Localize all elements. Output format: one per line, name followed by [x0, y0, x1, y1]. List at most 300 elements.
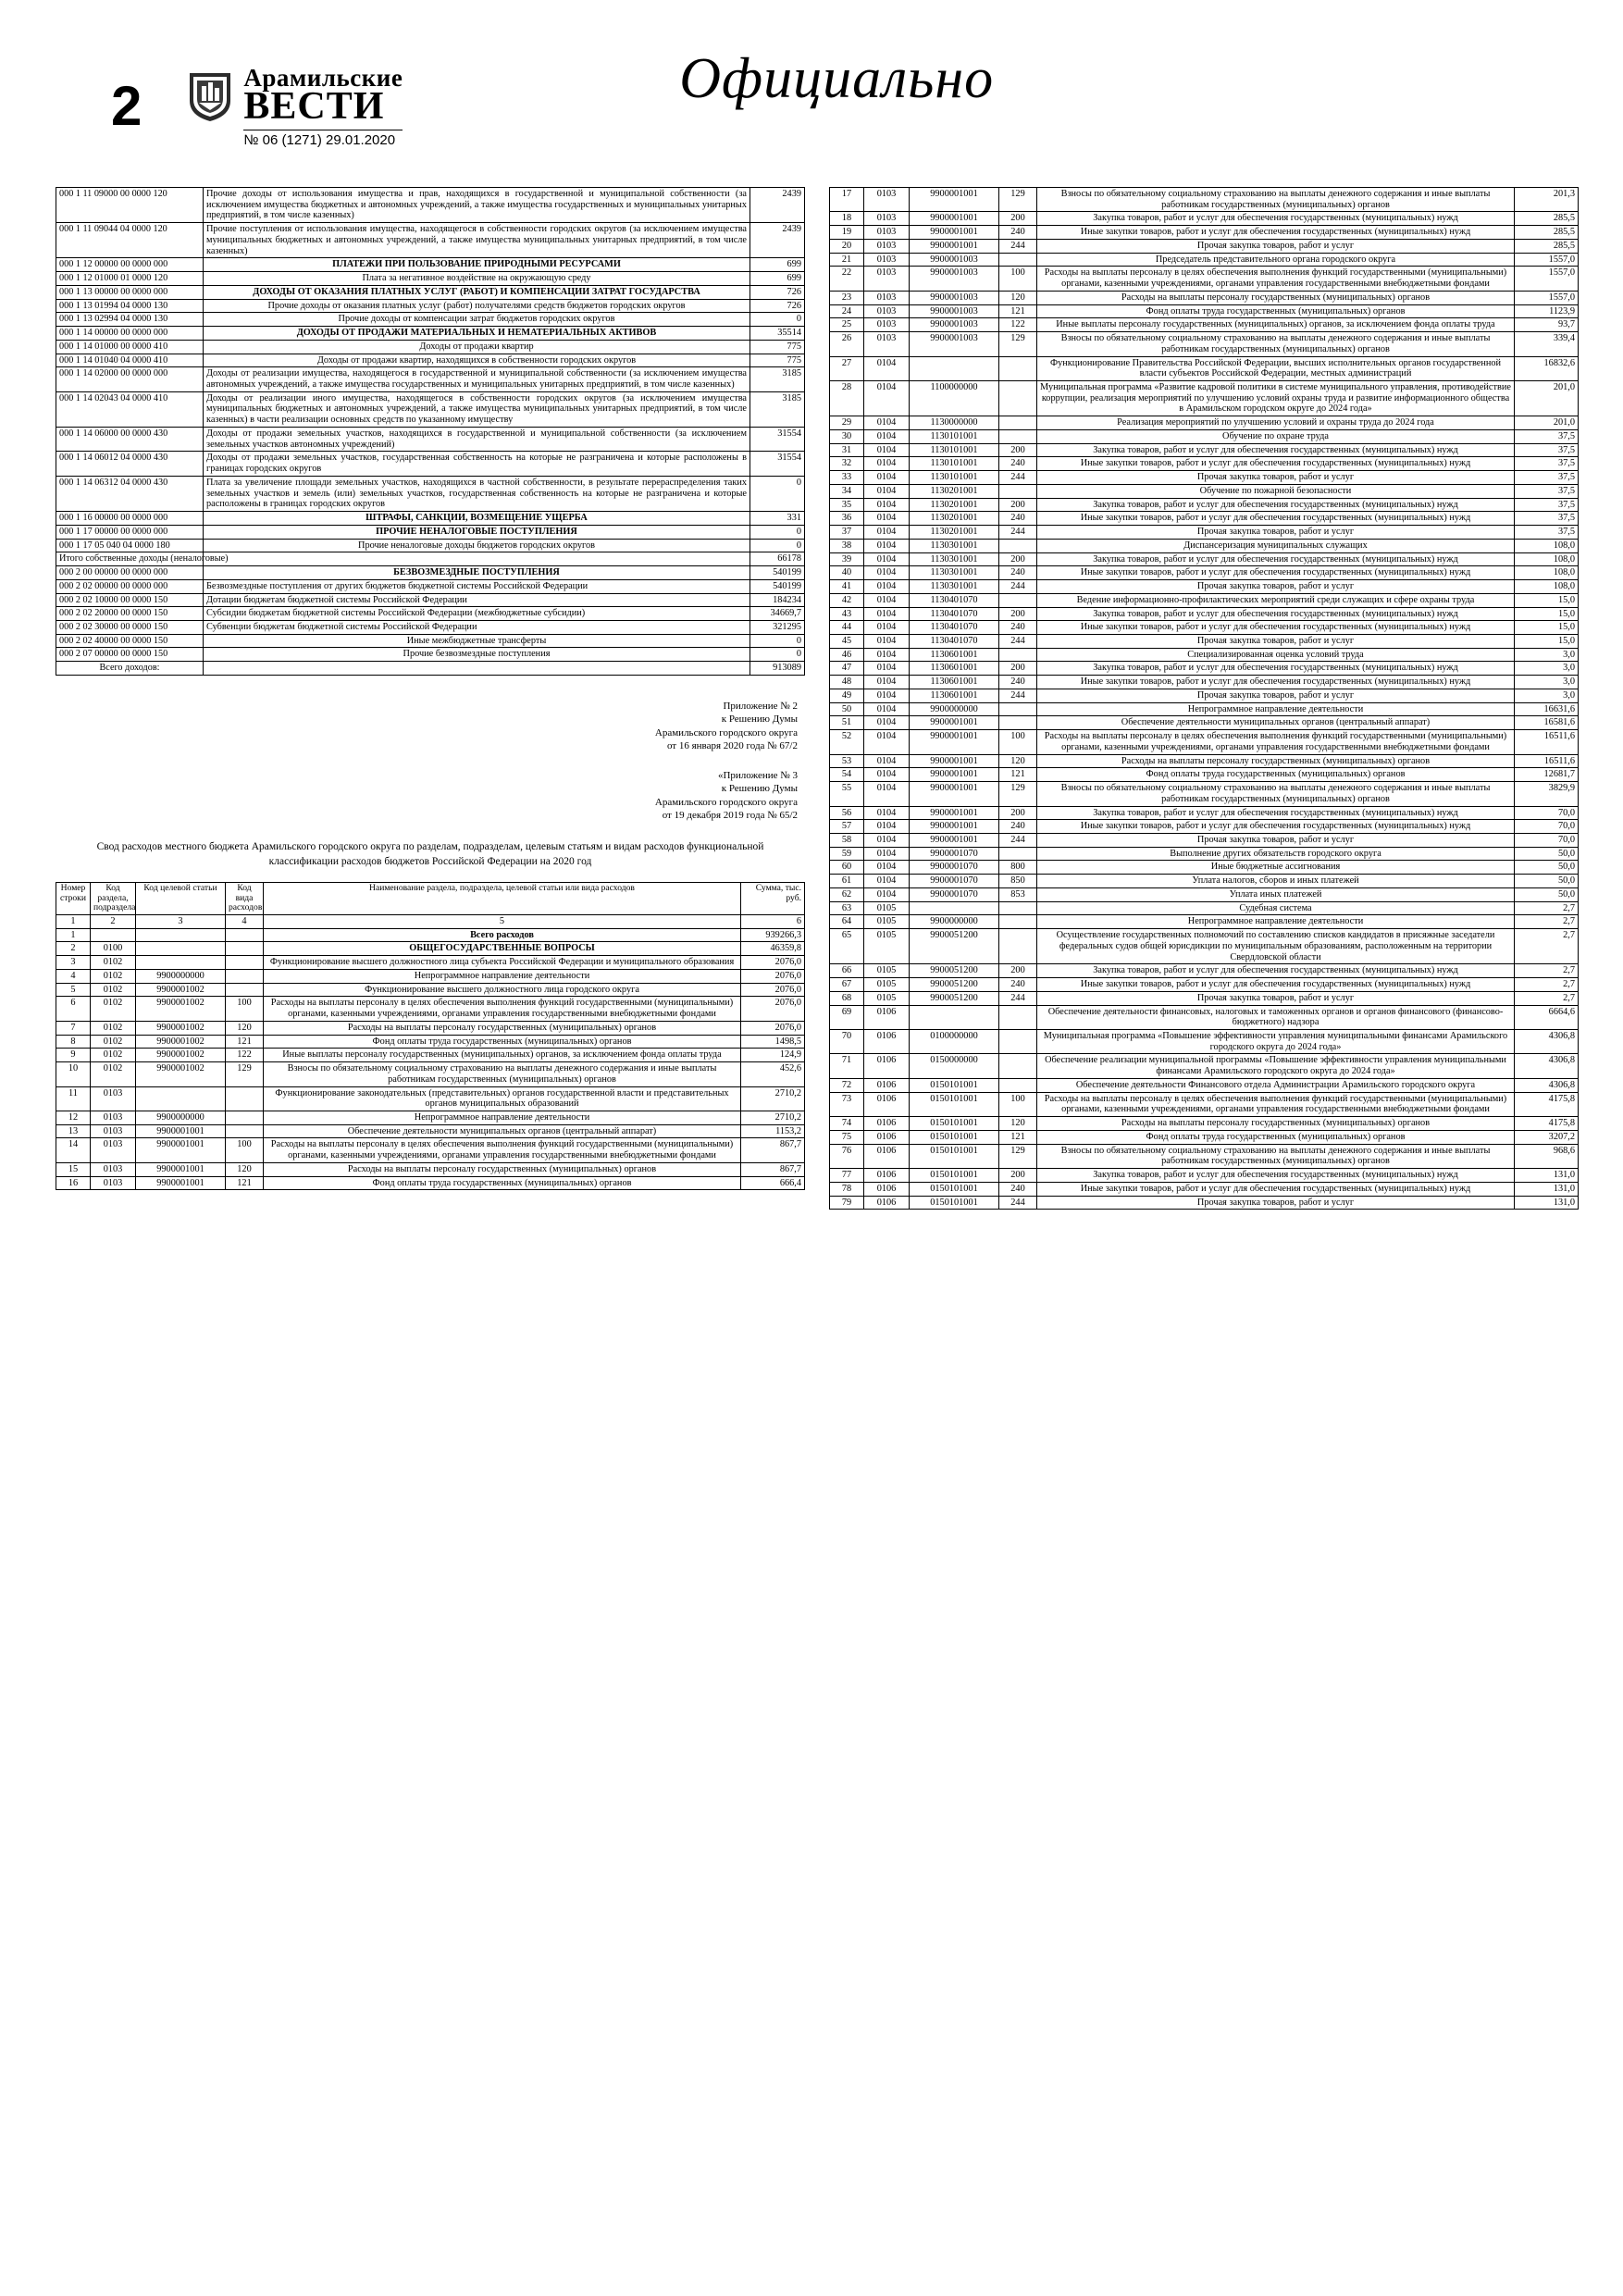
right-expense-type-cell: 853 [999, 887, 1037, 901]
right-row-number-cell: 38 [830, 539, 864, 552]
table-row [830, 498, 1579, 512]
right-target-article-cell: 9900001003 [910, 291, 999, 304]
income-name-cell: Прочие неналоговые доходы бюджетов городских округов [204, 539, 750, 552]
income-name-cell: ДОХОДЫ ОТ ОКАЗАНИЯ ПЛАТНЫХ УСЛУГ (РАБОТ) И КОМПЕНСАЦИИ ЗАТРАТ ГОСУДАРСТВА [204, 285, 750, 299]
table-row [830, 1196, 1579, 1210]
right-target-article-cell: 0100000000 [910, 1030, 999, 1054]
table-row [830, 847, 1579, 861]
table-row [830, 782, 1579, 806]
left-column [56, 187, 805, 1190]
left-expense-type-cell: 129 [226, 1062, 264, 1086]
right-expense-type-cell [999, 648, 1037, 662]
right-expense-name-cell: Диспансеризация муниципальных служащих [1037, 539, 1515, 552]
table-row [830, 443, 1579, 457]
right-expense-type-cell: 200 [999, 964, 1037, 978]
right-expense-sum-cell: 70,0 [1515, 806, 1579, 820]
right-expense-name-cell: Иные закупки товаров, работ и услуг для обеспечения государственных (муниципальных) нужд [1037, 820, 1515, 834]
right-target-article-cell: 9900051200 [910, 964, 999, 978]
right-expense-sum-cell: 6664,6 [1515, 1005, 1579, 1029]
right-target-article-cell: 0150101001 [910, 1078, 999, 1092]
right-section-code-cell: 0104 [864, 566, 910, 580]
left-expense-type-cell: 121 [226, 1176, 264, 1190]
table-row [830, 689, 1579, 702]
table-row [830, 1144, 1579, 1168]
right-section-code-cell: 0104 [864, 484, 910, 498]
income-code-cell: 000 1 14 01040 04 0000 410 [56, 354, 204, 367]
left-expense-type-cell [226, 1124, 264, 1138]
appendix-3-line-3: от 19 декабря 2019 года № 65/2 [662, 809, 798, 821]
left-section-code-cell: 0103 [91, 1162, 136, 1176]
right-expense-type-cell [999, 929, 1037, 964]
right-expense-name-cell: Закупка товаров, работ и услуг для обеспечения государственных (муниципальных) нужд [1037, 662, 1515, 676]
right-target-article-cell: 0150101001 [910, 1169, 999, 1183]
right-expense-type-cell: 240 [999, 820, 1037, 834]
right-expense-type-cell: 200 [999, 443, 1037, 457]
right-section-code-cell: 0104 [864, 730, 910, 754]
right-expense-name-cell: Иные закупки товаров, работ и услуг для обеспечения государственных (муниципальных) нужд [1037, 226, 1515, 240]
table-row [830, 471, 1579, 485]
right-target-article-cell: 0150101001 [910, 1182, 999, 1196]
left-row-number-cell: 11 [56, 1086, 91, 1111]
left-target-article-cell [136, 942, 226, 956]
table-row [830, 648, 1579, 662]
right-expense-type-cell: 240 [999, 226, 1037, 240]
right-row-number-cell: 55 [830, 782, 864, 806]
right-expense-name-cell: Выполнение других обязательств городского округа [1037, 847, 1515, 861]
right-row-number-cell: 64 [830, 915, 864, 929]
left-expense-type-cell: 120 [226, 1021, 264, 1035]
right-target-article-cell: 9900001070 [910, 887, 999, 901]
right-target-article-cell: 9900001003 [910, 304, 999, 318]
right-expense-type-cell: 200 [999, 552, 1037, 566]
left-target-article-cell: 9900000000 [136, 969, 226, 983]
left-expense-name-cell: Фонд оплаты труда государственных (муниципальных) органов [264, 1035, 741, 1049]
income-sum-cell: 35514 [750, 327, 805, 341]
right-row-number-cell: 76 [830, 1144, 864, 1168]
table-row [830, 512, 1579, 526]
right-section-code-cell: 0106 [864, 1005, 910, 1029]
table-row [56, 997, 805, 1021]
right-expense-name-cell: Расходы на выплаты персоналу государственных (муниципальных) органов [1037, 291, 1515, 304]
right-target-article-cell: 9900051200 [910, 978, 999, 992]
left-expense-type-cell [226, 956, 264, 970]
table-row [56, 983, 805, 997]
right-expense-type-cell: 200 [999, 212, 1037, 226]
right-expense-type-cell [999, 484, 1037, 498]
left-expense-name-cell: Функционирование высшего должностного лица городского округа [264, 983, 741, 997]
right-section-code-cell: 0104 [864, 768, 910, 782]
right-target-article-cell [910, 901, 999, 915]
income-sum-cell: 726 [750, 285, 805, 299]
table-row [830, 188, 1579, 212]
right-row-number-cell: 28 [830, 381, 864, 416]
left-row-number-cell: 15 [56, 1162, 91, 1176]
left-expense-name-cell: Расходы на выплаты персоналу в целях обеспечения выполнения функций государственными (муниципальными) органами, казенными учреждениями, органами управления государственными внебюджетными фондами [264, 997, 741, 1021]
right-expense-sum-cell: 50,0 [1515, 875, 1579, 888]
right-expense-name-cell: Прочая закупка товаров, работ и услуг [1037, 239, 1515, 253]
table-row [830, 253, 1579, 267]
income-name-cell: Прочие доходы от компенсации затрат бюджетов городских округов [204, 313, 750, 327]
right-expense-sum-cell: 2,7 [1515, 915, 1579, 929]
right-target-article-cell: 9900000000 [910, 702, 999, 716]
income-code-cell: 000 1 17 00000 00 0000 000 [56, 525, 204, 539]
right-expense-sum-cell: 285,5 [1515, 226, 1579, 240]
left-expense-type-cell [226, 969, 264, 983]
right-target-article-cell: 9900001070 [910, 875, 999, 888]
right-expense-type-cell: 121 [999, 768, 1037, 782]
right-expense-name-cell: Ведение информационно-профилактических мероприятий среди служащих и сфере охраны труда [1037, 593, 1515, 607]
masthead [0, 0, 1623, 167]
left-target-article-cell: 9900001001 [136, 1138, 226, 1162]
right-target-article-cell: 9900000000 [910, 915, 999, 929]
income-sum-cell: 321295 [750, 620, 805, 634]
right-section-code-cell: 0106 [864, 1169, 910, 1183]
table-row [830, 226, 1579, 240]
left-expense-name-cell: Фонд оплаты труда государственных (муниципальных) органов [264, 1176, 741, 1190]
table-row [56, 942, 805, 956]
table-row [56, 634, 805, 648]
income-code-cell: 000 1 17 05 040 04 0000 180 [56, 539, 204, 552]
right-row-number-cell: 51 [830, 716, 864, 730]
right-expense-name-cell: Обучение по пожарной безопасности [1037, 484, 1515, 498]
table-row [56, 285, 805, 299]
right-expense-sum-cell: 4175,8 [1515, 1092, 1579, 1116]
right-section-code-cell: 0104 [864, 689, 910, 702]
right-expense-sum-cell: 1557,0 [1515, 291, 1579, 304]
left-expense-name-cell: Всего расходов [264, 928, 741, 942]
left-section-code-cell: 0102 [91, 997, 136, 1021]
income-sum-cell: 699 [750, 272, 805, 286]
left-section-code-cell: 0103 [91, 1124, 136, 1138]
colnum-3: 3 [136, 914, 226, 928]
right-expense-type-cell: 240 [999, 676, 1037, 689]
right-row-number-cell: 79 [830, 1196, 864, 1210]
right-row-number-cell: 27 [830, 356, 864, 380]
right-expense-sum-cell: 3207,2 [1515, 1130, 1579, 1144]
svod-title: Свод расходов местного бюджета Арамильского городского округа по разделам, подразделам, целевым статьям и видам расходов функциональной классификации расходов бюджетов Российской Федерации на 2020 год [96, 841, 764, 867]
income-sum-cell: 913089 [750, 662, 805, 676]
issue-line: № 06 (1271) 29.01.2020 [243, 130, 403, 147]
table-row [56, 476, 805, 511]
income-sum-cell: 0 [750, 476, 805, 511]
right-expense-name-cell: Председатель представительного органа городского округа [1037, 253, 1515, 267]
right-row-number-cell: 40 [830, 566, 864, 580]
right-expense-type-cell [999, 253, 1037, 267]
right-section-code-cell: 0103 [864, 332, 910, 356]
right-target-article-cell: 9900001003 [910, 267, 999, 291]
income-name-cell: ШТРАФЫ, САНКЦИИ, ВОЗМЕЩЕНИЕ УЩЕРБА [204, 512, 750, 526]
income-code-cell: 000 1 14 00000 00 0000 000 [56, 327, 204, 341]
table-row [56, 512, 805, 526]
right-expense-sum-cell: 2,7 [1515, 991, 1579, 1005]
table-row [830, 318, 1579, 332]
right-expense-type-cell: 129 [999, 782, 1037, 806]
income-code-cell: 000 1 13 02994 04 0000 130 [56, 313, 204, 327]
right-expense-name-cell: Обеспечение деятельности финансовых, налоговых и таможенных органов и органов финансового (финансово-бюджетного) надзора [1037, 1005, 1515, 1029]
right-expense-type-cell: 240 [999, 512, 1037, 526]
right-row-number-cell: 17 [830, 188, 864, 212]
left-expense-sum-cell: 46359,8 [741, 942, 805, 956]
left-row-number-cell: 1 [56, 928, 91, 942]
left-target-article-cell: 9900001002 [136, 997, 226, 1021]
right-expense-type-cell: 240 [999, 457, 1037, 471]
right-section-code-cell: 0104 [864, 471, 910, 485]
right-expense-type-cell: 200 [999, 1169, 1037, 1183]
right-target-article-cell: 9900001001 [910, 820, 999, 834]
right-target-article-cell: 1130201001 [910, 498, 999, 512]
left-section-code-cell: 0102 [91, 983, 136, 997]
left-target-article-cell: 9900001002 [136, 1062, 226, 1086]
right-expense-name-cell: Обеспечение деятельности муниципальных органов (центральный аппарат) [1037, 716, 1515, 730]
right-target-article-cell: 1130301001 [910, 580, 999, 594]
expenses-table-left [56, 882, 805, 1190]
right-section-code-cell: 0104 [864, 526, 910, 540]
income-code-cell: 000 2 07 00000 00 0000 150 [56, 648, 204, 662]
table-row [56, 258, 805, 272]
table-row [830, 291, 1579, 304]
table-row [56, 223, 805, 258]
paper-name-line1: Арамильские [243, 64, 403, 92]
right-expense-type-cell: 800 [999, 861, 1037, 875]
left-target-article-cell: 9900001001 [136, 1124, 226, 1138]
income-name-cell [204, 662, 750, 676]
right-expense-name-cell: Уплата налогов, сборов и иных платежей [1037, 875, 1515, 888]
right-row-number-cell: 19 [830, 226, 864, 240]
table-row [56, 539, 805, 552]
right-target-article-cell: 9900001001 [910, 716, 999, 730]
header-row-number: Номер строки [56, 883, 91, 915]
right-expense-sum-cell: 968,6 [1515, 1144, 1579, 1168]
right-target-article-cell: 1130101001 [910, 443, 999, 457]
right-row-number-cell: 58 [830, 833, 864, 847]
right-expense-name-cell: Закупка товаров, работ и услуг для обеспечения государственных (муниципальных) нужд [1037, 498, 1515, 512]
right-expense-name-cell: Прочая закупка товаров, работ и услуг [1037, 526, 1515, 540]
right-expense-name-cell: Специализированная оценка условий труда [1037, 648, 1515, 662]
table-row [830, 1078, 1579, 1092]
right-expense-name-cell: Иные закупки товаров, работ и услуг для обеспечения государственных (муниципальных) нужд [1037, 978, 1515, 992]
right-expense-name-cell: Расходы на выплаты персоналу в целях обеспечения выполнения функций государственными (муниципальными) органами, казенными учреждениями, органами управления государственными внебюджетными фондами [1037, 267, 1515, 291]
income-code-cell: 000 2 02 00000 00 0000 000 [56, 579, 204, 593]
right-target-article-cell: 1130201001 [910, 512, 999, 526]
right-expense-sum-cell: 1557,0 [1515, 267, 1579, 291]
right-target-article-cell: 0150101001 [910, 1196, 999, 1210]
right-row-number-cell: 35 [830, 498, 864, 512]
right-expense-sum-cell: 37,5 [1515, 512, 1579, 526]
right-expense-sum-cell: 37,5 [1515, 471, 1579, 485]
right-section-code-cell: 0104 [864, 539, 910, 552]
income-name-cell: Прочие поступления от использования имущества, находящегося в собственности городских округов (за исключением имущества муниципальных бюджетных и автономных учреждений, а также имущества муниципальных унитарных предприятий, в том числе казенных) [204, 223, 750, 258]
left-expense-name-cell: Расходы на выплаты персоналу государственных (муниципальных) органов [264, 1021, 741, 1035]
table-row [830, 887, 1579, 901]
right-expense-type-cell [999, 847, 1037, 861]
left-expense-sum-cell: 666,4 [741, 1176, 805, 1190]
right-section-code-cell: 0104 [864, 648, 910, 662]
right-expense-type-cell: 244 [999, 689, 1037, 702]
right-expense-name-cell: Функционирование Правительства Российской Федерации, высших исполнительных органов государственной власти субъектов Российской Федерации, местных администраций [1037, 356, 1515, 380]
income-sum-cell: 2439 [750, 223, 805, 258]
table-row [830, 457, 1579, 471]
table-row [56, 188, 805, 223]
left-section-code-cell: 0102 [91, 956, 136, 970]
right-target-article-cell: 1130301001 [910, 539, 999, 552]
left-expense-sum-cell: 452,6 [741, 1062, 805, 1086]
right-expense-type-cell: 244 [999, 526, 1037, 540]
right-row-number-cell: 25 [830, 318, 864, 332]
income-code-cell: 000 1 14 06012 04 0000 430 [56, 452, 204, 476]
income-name-cell: Субсидии бюджетам бюджетной системы Российской Федерации (межбюджетные субсидии) [204, 607, 750, 621]
right-target-article-cell: 1130601001 [910, 662, 999, 676]
right-target-article-cell: 9900001070 [910, 861, 999, 875]
right-row-number-cell: 69 [830, 1005, 864, 1029]
right-section-code-cell: 0104 [864, 847, 910, 861]
colnum-1: 1 [56, 914, 91, 928]
left-expense-name-cell: Обеспечение деятельности муниципальных органов (центральный аппарат) [264, 1124, 741, 1138]
table-row [56, 367, 805, 391]
table-row [830, 1182, 1579, 1196]
right-expense-type-cell: 100 [999, 267, 1037, 291]
right-expense-sum-cell: 201,0 [1515, 381, 1579, 416]
left-expense-name-cell: Непрограммное направление деятельности [264, 969, 741, 983]
right-expense-type-cell: 244 [999, 580, 1037, 594]
right-section-code-cell: 0104 [864, 429, 910, 443]
right-target-article-cell: 9900001001 [910, 239, 999, 253]
income-sum-cell: 0 [750, 634, 805, 648]
right-expense-name-cell: Расходы на выплаты персоналу в целях обеспечения выполнения функций государственными (муниципальными) органами, казенными учреждениями, органами управления государственными внебюджетными фондами [1037, 1092, 1515, 1116]
right-expense-name-cell: Закупка товаров, работ и услуг для обеспечения государственных (муниципальных) нужд [1037, 1169, 1515, 1183]
right-expense-sum-cell: 12681,7 [1515, 768, 1579, 782]
right-target-article-cell: 1130601001 [910, 676, 999, 689]
right-target-article-cell: 1130601001 [910, 648, 999, 662]
right-row-number-cell: 57 [830, 820, 864, 834]
left-expense-name-cell: Функционирование высшего должностного лица субъекта Российской Федерации и муниципального образования [264, 956, 741, 970]
left-target-article-cell: 9900001001 [136, 1162, 226, 1176]
right-section-code-cell: 0104 [864, 806, 910, 820]
right-target-article-cell: 1130401070 [910, 607, 999, 621]
newspaper-logo [186, 66, 403, 147]
income-code-cell: 000 1 12 01000 01 0000 120 [56, 272, 204, 286]
right-expense-sum-cell: 16511,6 [1515, 730, 1579, 754]
right-expense-sum-cell: 201,0 [1515, 416, 1579, 430]
right-expense-name-cell: Взносы по обязательному социальному страхованию на выплаты денежного содержания и иные выплаты работникам государственных (муниципальных) органов [1037, 188, 1515, 212]
income-code-cell: 000 1 14 02000 00 0000 000 [56, 367, 204, 391]
coat-of-arms-icon [186, 69, 234, 123]
right-expense-name-cell: Реализация мероприятий по улучшению условий и охраны труда до 2024 года [1037, 416, 1515, 430]
right-expense-name-cell: Прочая закупка товаров, работ и услуг [1037, 634, 1515, 648]
table-row [830, 730, 1579, 754]
left-expense-type-cell: 100 [226, 997, 264, 1021]
right-expense-sum-cell: 70,0 [1515, 833, 1579, 847]
right-expense-sum-cell: 50,0 [1515, 847, 1579, 861]
table-row [56, 1035, 805, 1049]
table-row [830, 607, 1579, 621]
income-code-cell: 000 1 14 06312 04 0000 430 [56, 476, 204, 511]
table-row [56, 662, 805, 676]
income-sum-cell: 540199 [750, 579, 805, 593]
right-expense-name-cell: Уплата иных платежей [1037, 887, 1515, 901]
right-row-number-cell: 18 [830, 212, 864, 226]
table-header-row [56, 883, 805, 915]
right-target-article-cell: 0150101001 [910, 1117, 999, 1131]
table-row [56, 272, 805, 286]
left-expense-sum-cell: 2076,0 [741, 1021, 805, 1035]
right-section-code-cell: 0104 [864, 621, 910, 635]
right-row-number-cell: 46 [830, 648, 864, 662]
right-expense-name-cell: Прочая закупка товаров, работ и услуг [1037, 991, 1515, 1005]
table-row [830, 662, 1579, 676]
table-row [830, 1054, 1579, 1078]
right-section-code-cell: 0104 [864, 833, 910, 847]
left-expense-sum-cell: 2710,2 [741, 1111, 805, 1124]
left-target-article-cell: 9900001002 [136, 1021, 226, 1035]
table-row [56, 1049, 805, 1062]
right-row-number-cell: 75 [830, 1130, 864, 1144]
right-expense-type-cell: 100 [999, 730, 1037, 754]
right-expense-name-cell: Иные бюджетные ассигнования [1037, 861, 1515, 875]
right-expense-sum-cell: 285,5 [1515, 212, 1579, 226]
right-section-code-cell: 0103 [864, 253, 910, 267]
right-expense-type-cell: 129 [999, 332, 1037, 356]
right-section-code-cell: 0103 [864, 239, 910, 253]
right-target-article-cell: 9900051200 [910, 929, 999, 964]
right-section-code-cell: 0104 [864, 580, 910, 594]
table-row [830, 1117, 1579, 1131]
right-expense-sum-cell: 16511,6 [1515, 754, 1579, 768]
right-row-number-cell: 72 [830, 1078, 864, 1092]
right-target-article-cell: 9900001001 [910, 730, 999, 754]
income-code-cell: 000 2 02 40000 00 0000 150 [56, 634, 204, 648]
right-target-article-cell: 9900001003 [910, 253, 999, 267]
right-target-article-cell: 9900001001 [910, 754, 999, 768]
right-section-code-cell: 0104 [864, 416, 910, 430]
right-row-number-cell: 42 [830, 593, 864, 607]
right-target-article-cell: 1130301001 [910, 566, 999, 580]
table-row [56, 593, 805, 607]
right-expense-sum-cell: 70,0 [1515, 820, 1579, 834]
table-row [56, 607, 805, 621]
right-expense-type-cell [999, 539, 1037, 552]
right-section-code-cell: 0105 [864, 978, 910, 992]
left-row-number-cell: 7 [56, 1021, 91, 1035]
right-expense-sum-cell: 201,3 [1515, 188, 1579, 212]
left-expense-sum-cell: 124,9 [741, 1049, 805, 1062]
income-sum-cell: 0 [750, 539, 805, 552]
right-expense-type-cell [999, 1030, 1037, 1054]
income-sum-cell: 726 [750, 299, 805, 313]
right-row-number-cell: 68 [830, 991, 864, 1005]
table-row [830, 239, 1579, 253]
right-row-number-cell: 43 [830, 607, 864, 621]
table-row [830, 593, 1579, 607]
left-section-code-cell: 0100 [91, 942, 136, 956]
right-section-code-cell: 0104 [864, 782, 910, 806]
left-expense-name-cell: Функционирование законодательных (представительных) органов государственной власти и представительных органов муниципальных образований [264, 1086, 741, 1111]
right-expense-name-cell: Фонд оплаты труда государственных (муниципальных) органов [1037, 768, 1515, 782]
table-row [830, 901, 1579, 915]
table-row [830, 621, 1579, 635]
right-expense-sum-cell: 3,0 [1515, 676, 1579, 689]
right-expense-sum-cell: 131,0 [1515, 1169, 1579, 1183]
right-expense-name-cell: Прочая закупка товаров, работ и услуг [1037, 833, 1515, 847]
right-target-article-cell [910, 356, 999, 380]
header-expense-type-code: Код вида расходов [226, 883, 264, 915]
right-section-code-cell: 0106 [864, 1078, 910, 1092]
income-name-cell: Доходы от реализации имущества, находящегося в государственной и муниципальной собственности (за исключением имущества автономных учреждений, а также имущества государственных и муниципальных унитарных предприятий, в том числе казенных) [204, 367, 750, 391]
right-expense-sum-cell: 50,0 [1515, 887, 1579, 901]
right-expense-type-cell: 244 [999, 833, 1037, 847]
right-expense-name-cell: Осуществление государственных полномочий по составлению списков кандидатов в присяжные заседатели федеральных судов общей юрисдикции по муниципальным образованиям, расположенным на территории Свердловской области [1037, 929, 1515, 964]
right-row-number-cell: 29 [830, 416, 864, 430]
right-section-code-cell: 0106 [864, 1144, 910, 1168]
